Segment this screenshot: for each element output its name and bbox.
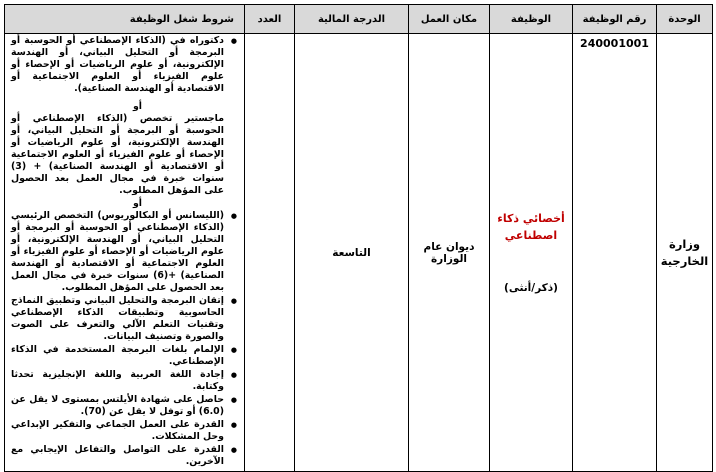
job-title-text: أخصائي ذكاء اصطناعي (497, 212, 565, 242)
table-row (5, 34, 713, 472)
gender-text: (ذكر/أنثى) (504, 282, 558, 294)
cell-workplace: ديوان عام الوزارة (409, 34, 490, 472)
list-item: ● القدرة على العمل الجماعي والتفكير الإبداعي وحل المشكلات. (11, 419, 224, 443)
cell-job-number (573, 34, 657, 472)
list-item-or: أو (132, 101, 143, 112)
list-item: ● إتقان البرمجة والتحليل البياني وتطبيق النماذج الحاسوبية وتطبيقات الذكاء الإصطناعي وتقنيات التعلم الآلي والتعرف على الصوت والصورة وتصنيف البيانات. (11, 295, 224, 343)
header-count: العدد (245, 5, 295, 34)
list-item: ● الإلمام بلغات البرمجة المستخدمة في الذكاء الإصطناعي. (11, 344, 224, 368)
header-grade: الدرجة المالية (295, 5, 409, 34)
jobs-table-container (4, 4, 712, 467)
list-item: ● (الليسانس أو البكالوريوس) التخصص الرئيسي (الذكاء الإصطناعي أو الحوسبة أو البرمجة أو التحليل البياني، أو الهندسة الإلكترونية، أو علوم الرياضيات أو الإحصاء أو علوم الفيزياء أو العلوم الاجتماعية أو الاقتصادية أو الهندسة الصناعية) +(6) سنوات خبرة في مجال العمل بعد الحصول على المؤهل المطلوب. (11, 210, 224, 294)
list-item: ماجستير تخصص (الذكاء الإصطناعي أو الحوسبة أو البرمجة أو التحليل البياني، أو الهندسة الإلكترونية، أو علوم الرياضيات أو الإحصاء أو علوم الفيزياء أو العلوم الاجتماعية أو الاقتصادية أو الهندسة الصناعية) + (3) سنوات خبرة في مجال العمل بعد الحصول على المؤهل المطلوب. (11, 113, 224, 196)
header-requirements: شروط شغل الوظيفة (5, 5, 245, 34)
list-item: ● إجادة اللغة العربية واللغة الإنجليزية تحدثا وكتابة. (11, 369, 224, 393)
cell-unit: وزارة الخارجية (657, 34, 713, 472)
list-item: ● حاصل على شهادة الأيلتس بمستوى لا يقل عن (6.0) أو توفل لا يقل عن (70). (11, 394, 224, 418)
list-item: ● القدرة على التواصل والتفاعل الإيجابي مع الآخرين. (11, 444, 224, 468)
jobs-table (4, 4, 713, 472)
cell-requirements (5, 34, 245, 472)
header-job: الوظيفة (490, 5, 573, 34)
list-item-or: أو (132, 198, 143, 209)
cell-job (490, 34, 573, 472)
header-unit: الوحدة (657, 5, 713, 34)
job-number-text: 240001001 (580, 37, 649, 50)
header-workplace: مكان العمل (409, 5, 490, 34)
cell-count (245, 34, 295, 472)
requirements-list (11, 35, 240, 468)
table-header-row (5, 5, 713, 34)
list-item: ● دكتوراه في (الذكاء الإصطناعي أو الحوسبة أو البرمجة أو التحليل البياني، أو الهندسة الإلكترونية، أو علوم الرياضيات أو الإحصاء أو علوم الفيزياء أو العلوم الاجتماعية أو الاقتصادية أو الهندسة الصناعية). (11, 35, 224, 95)
cell-grade: التاسعة (295, 34, 409, 472)
header-job-number: رقم الوظيفة (573, 5, 657, 34)
